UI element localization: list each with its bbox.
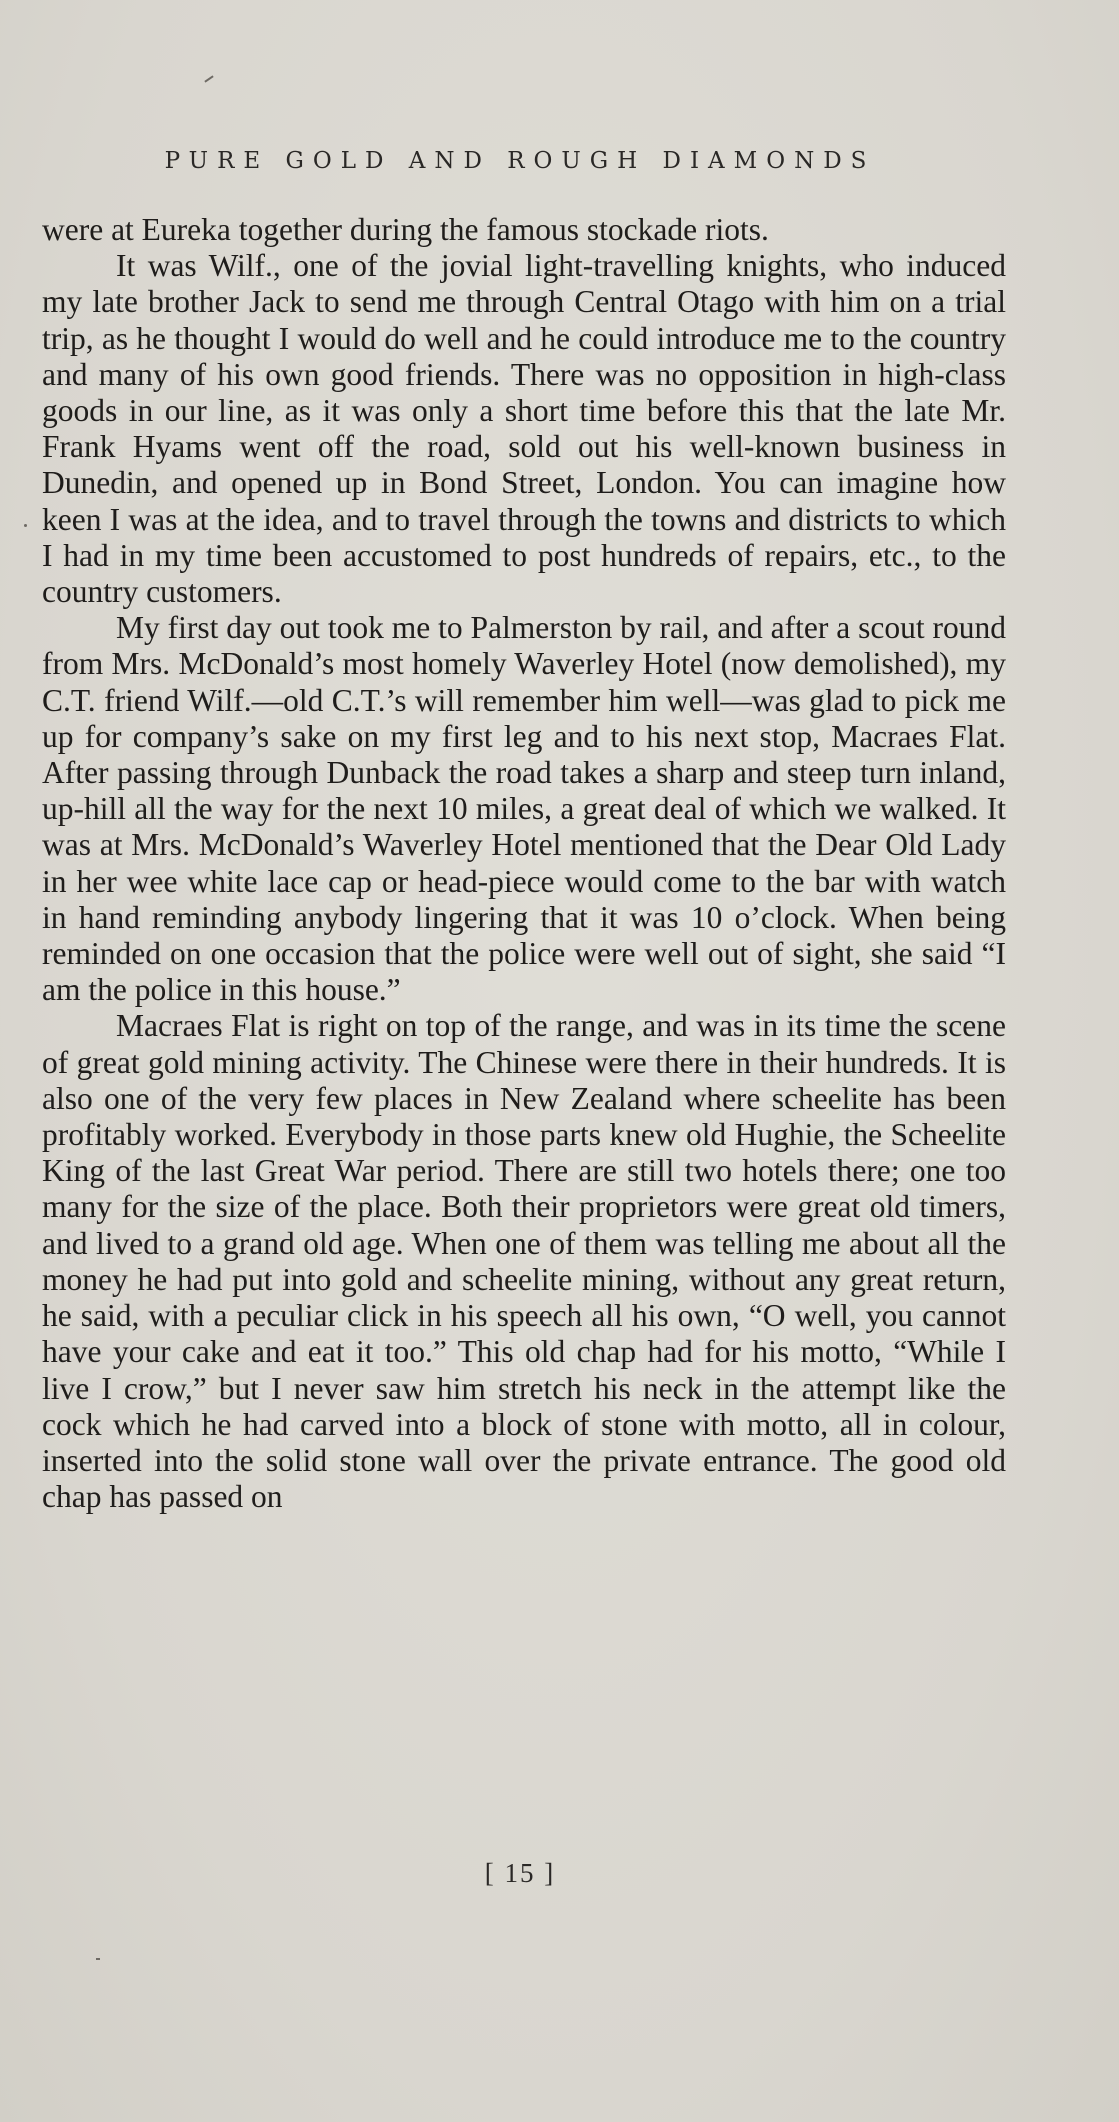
paragraph-2: It was Wilf., one of the jovial light-travelling knights, who induced my late brother Jack to send me through Central Otago with him on a trial trip, as he thought I would do well and he could introduce me to the country and many of his own good friends. There was no opposition in high-class goods in our line, as it was only a short time before this that the late Mr. Frank Hyams went off the road, sold out his well-known business in Dunedin, and opened up in Bond Street, London. You can imagine how keen I was at the idea, and to travel through the towns and districts to which I had in my time been accustomed to post hundreds of repairs, etc., to the country customers. — [42, 248, 1006, 610]
margin-dash-mark — [96, 1958, 100, 1960]
paragraph-4: Macraes Flat is right on top of the range, and was in its time the scene of great gold mining activity. The Chinese were there in their hundreds. It is also one of the very few places in New Zealand where scheelite has been profitably worked. Everybody in those parts knew old Hughie, the Scheelite King of the last Great War period. There are still two hotels there; one too many for the size of the place. Both their proprietors were great old timers, and lived to a grand old age. When one of them was telling me about all the money he had put into gold and scheelite mining, without any great return, he said, with a peculiar click in his speech all his own, “O well, you cannot have your cake and eat it too.” This old chap had for his motto, “While I live I crow,” but I never saw him stretch his neck in the attempt like the cock which he had carved into a block of stone with motto, all in colour, inserted into the solid stone wall over the private entrance. The good old chap has passed on — [42, 1008, 1006, 1515]
paragraph-3: My first day out took me to Palmerston by rail, and after a scout round from Mrs. McDonald’s most homely Waverley Hotel (now demolished), my C.T. friend Wilf.—old C.T.’s will remember him well—was glad to pick me up for company’s sake on my first leg and to his next stop, Macraes Flat. After passing through Dunback the road takes a sharp and steep turn inland, up-hill all the way for the next 10 miles, a great deal of which we walked. It was at Mrs. McDonald’s Waverley Hotel mentioned that the Dear Old Lady in her wee white lace cap or head-piece would come to the bar with watch in hand reminding anybody lingering that it was 10 o’clock. When being reminded on one occasion that the police were well out of sight, she said “I am the police in this house.” — [42, 610, 1006, 1008]
page-number: [ 15 ] — [484, 1858, 556, 1888]
body-text — [42, 212, 1006, 1515]
paragraph-1: were at Eureka together during the famous stockade riots. — [42, 212, 769, 247]
margin-dot-mark — [24, 524, 27, 527]
running-head-title: PURE GOLD AND ROUGH DIAMONDS — [164, 148, 876, 174]
pencil-tick-mark — [204, 75, 213, 82]
